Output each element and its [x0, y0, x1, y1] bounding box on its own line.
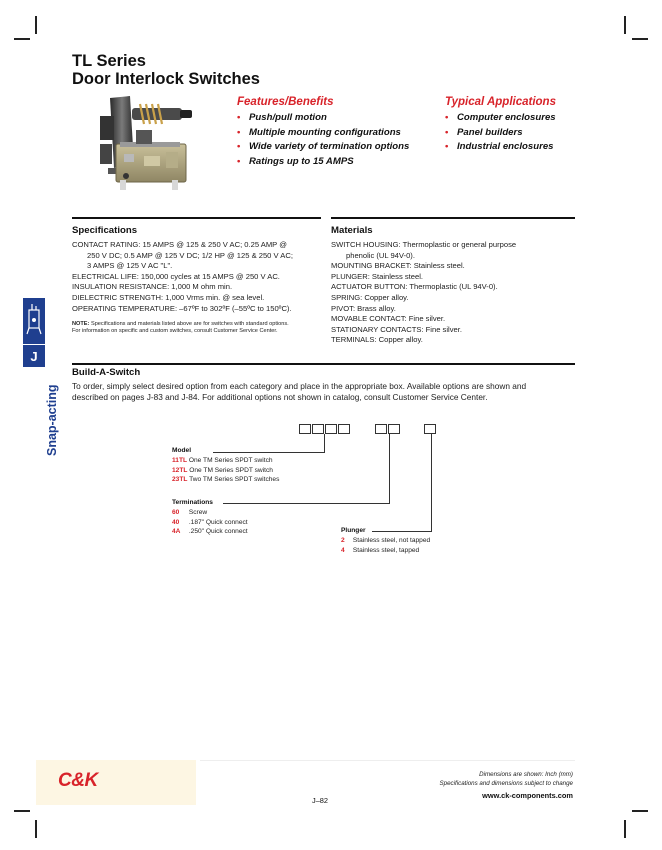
snap-switch-icon: [23, 298, 45, 344]
side-tab-icon-panel: [23, 298, 45, 344]
plunger-code: 2: [341, 536, 345, 544]
material-line: MOVABLE CONTACT: Fine silver.: [331, 314, 446, 324]
material-line: PLUNGER: Stainless steel.: [331, 271, 424, 281]
note-text-line2: For information on specific and custom switches, consult Customer Service Center.: [72, 328, 278, 335]
materials-section: [331, 225, 581, 346]
divider-rule: [72, 217, 321, 219]
spec-line: 3 AMPS @ 125 V AC "L".: [87, 261, 173, 271]
spec-line: CONTACT RATING: 15 AMPS @ 125 & 250 V AC; 0.25 AMP @: [72, 240, 287, 249]
termination-code: 4A: [172, 528, 181, 536]
spec-line: ELECTRICAL LIFE: 150,000 cycles at 15 AMPS @ 250 V AC.: [72, 271, 280, 281]
applications-list: [445, 111, 556, 155]
materials-heading: Materials: [331, 225, 373, 236]
switch-product-image: [96, 94, 204, 198]
termination-desc: .250" Quick connect: [188, 528, 248, 536]
model-code: 11TL: [172, 456, 188, 464]
model-desc: One TM Series SPDT switch: [188, 456, 273, 464]
ck-logo: C&K: [58, 770, 98, 791]
plunger-desc: Stainless steel, tapped: [352, 546, 420, 554]
spec-note: [72, 321, 322, 335]
footer-notes: [360, 770, 573, 788]
material-line: phenolic (UL 94V-0).: [346, 250, 415, 260]
order-box-model-1[interactable]: [299, 424, 311, 434]
termination-desc: Screw: [188, 508, 208, 516]
connector-line: [324, 434, 325, 453]
title-line-2: Door Interlock Switches: [72, 70, 260, 88]
page-title: [72, 52, 260, 88]
applications-section: [445, 96, 556, 155]
website-url[interactable]: www.ck-components.com: [482, 791, 573, 800]
applications-item: • Computer enclosures: [445, 111, 556, 126]
spec-line: 250 V DC; 0.5 AMP @ 125 V DC; 1/2 HP @ 125 & 250 V AC;: [87, 250, 293, 260]
order-box-model-4[interactable]: [338, 424, 350, 434]
connector-line: [389, 434, 390, 504]
crop-mark: [632, 38, 648, 40]
note-text: Specifications and materials listed above are for switches with standard options.: [89, 321, 289, 328]
model-desc: One TM Series SPDT switch: [189, 466, 273, 474]
features-item: • Push/pull motion: [237, 111, 409, 126]
footer-rule: [200, 760, 575, 761]
side-tab-label: Snap-acting: [45, 384, 59, 456]
materials-text: [331, 240, 581, 346]
specifications-heading: Specifications: [72, 225, 138, 236]
page-number: J–82: [312, 796, 329, 805]
material-line: STATIONARY CONTACTS: Fine silver.: [331, 324, 462, 334]
terminations-heading: Terminations: [172, 499, 213, 506]
specifications-text: [72, 240, 322, 314]
connector-line: [223, 503, 390, 504]
plunger-desc: Stainless steel, not tapped: [352, 536, 431, 544]
model-code: 12TL: [172, 466, 188, 474]
model-desc: Two TM Series SPDT switches: [189, 476, 280, 484]
order-box-model-2[interactable]: [312, 424, 324, 434]
spec-line: OPERATING TEMPERATURE: –67ºF to 302ºF (–55ºC to 150ºC).: [72, 303, 292, 313]
material-line: SPRING: Copper alloy.: [331, 292, 409, 302]
connector-line: [431, 434, 432, 532]
termination-code: 60: [172, 508, 180, 516]
crop-mark: [14, 810, 30, 812]
order-box-model-3[interactable]: [325, 424, 337, 434]
applications-heading: Typical Applications: [445, 96, 556, 108]
termination-options: [172, 498, 248, 537]
crop-mark: [624, 16, 626, 34]
features-list: [237, 111, 409, 169]
specs-note: Specifications and dimensions subject to change: [439, 780, 573, 787]
plunger-options: [341, 526, 430, 555]
order-box-termination-2[interactable]: [388, 424, 400, 434]
crop-mark: [35, 820, 37, 838]
order-box-plunger[interactable]: [424, 424, 436, 434]
side-tab-letter-panel: [23, 345, 45, 367]
crop-mark: [632, 810, 648, 812]
features-heading: Features/Benefits: [237, 96, 334, 108]
crop-mark: [14, 38, 30, 40]
features-item: • Wide variety of termination options: [237, 140, 409, 155]
material-line: SWITCH HOUSING: Thermoplastic or general purpose: [331, 240, 517, 249]
crop-mark: [624, 820, 626, 838]
material-line: TERMINALS: Copper alloy.: [331, 335, 423, 345]
spec-line: DIELECTRIC STRENGTH: 1,000 Vrms min. @ sea level.: [72, 292, 265, 302]
material-line: ACTUATOR BUTTON: Thermoplastic (UL 94V-0).: [331, 282, 498, 292]
divider-rule: [331, 217, 575, 219]
dimensions-note: Dimensions are shown: Inch (mm): [479, 771, 573, 778]
features-item: • Ratings up to 15 AMPS: [237, 155, 409, 170]
model-options: [172, 446, 279, 485]
plunger-heading: Plunger: [341, 527, 366, 534]
material-line: PIVOT: Brass alloy.: [331, 303, 396, 313]
applications-item: • Panel builders: [445, 126, 556, 141]
crop-mark: [35, 16, 37, 34]
specifications-section: [72, 225, 322, 336]
build-heading: Build-A-Switch: [72, 367, 141, 378]
order-box-termination-1[interactable]: [375, 424, 387, 434]
material-line: MOUNTING BRACKET: Stainless steel.: [331, 261, 465, 271]
plunger-code: 4: [341, 546, 345, 554]
divider-rule: [72, 363, 575, 365]
spec-line: INSULATION RESISTANCE: 1,000 M ohm min.: [72, 282, 233, 292]
termination-desc: .187" Quick connect: [188, 518, 248, 526]
build-intro: [72, 381, 582, 403]
build-intro-line: To order, simply select desired option from each category and place in the appropriate box. Available options are shown and: [72, 381, 527, 391]
applications-item: • Industrial enclosures: [445, 140, 556, 155]
note-label: NOTE:: [72, 321, 90, 328]
build-intro-line: described on pages J-83 and J-84. For additional options not shown in catalog, consult Customer Service Center.: [72, 392, 488, 402]
features-section: [237, 96, 409, 169]
title-line-1: TL Series: [72, 52, 146, 70]
termination-code: 40: [172, 518, 180, 526]
features-item: • Multiple mounting configurations: [237, 126, 409, 141]
model-code: 23TL: [172, 476, 188, 484]
model-heading: Model: [172, 447, 192, 454]
side-tab-letter: J: [30, 348, 38, 364]
